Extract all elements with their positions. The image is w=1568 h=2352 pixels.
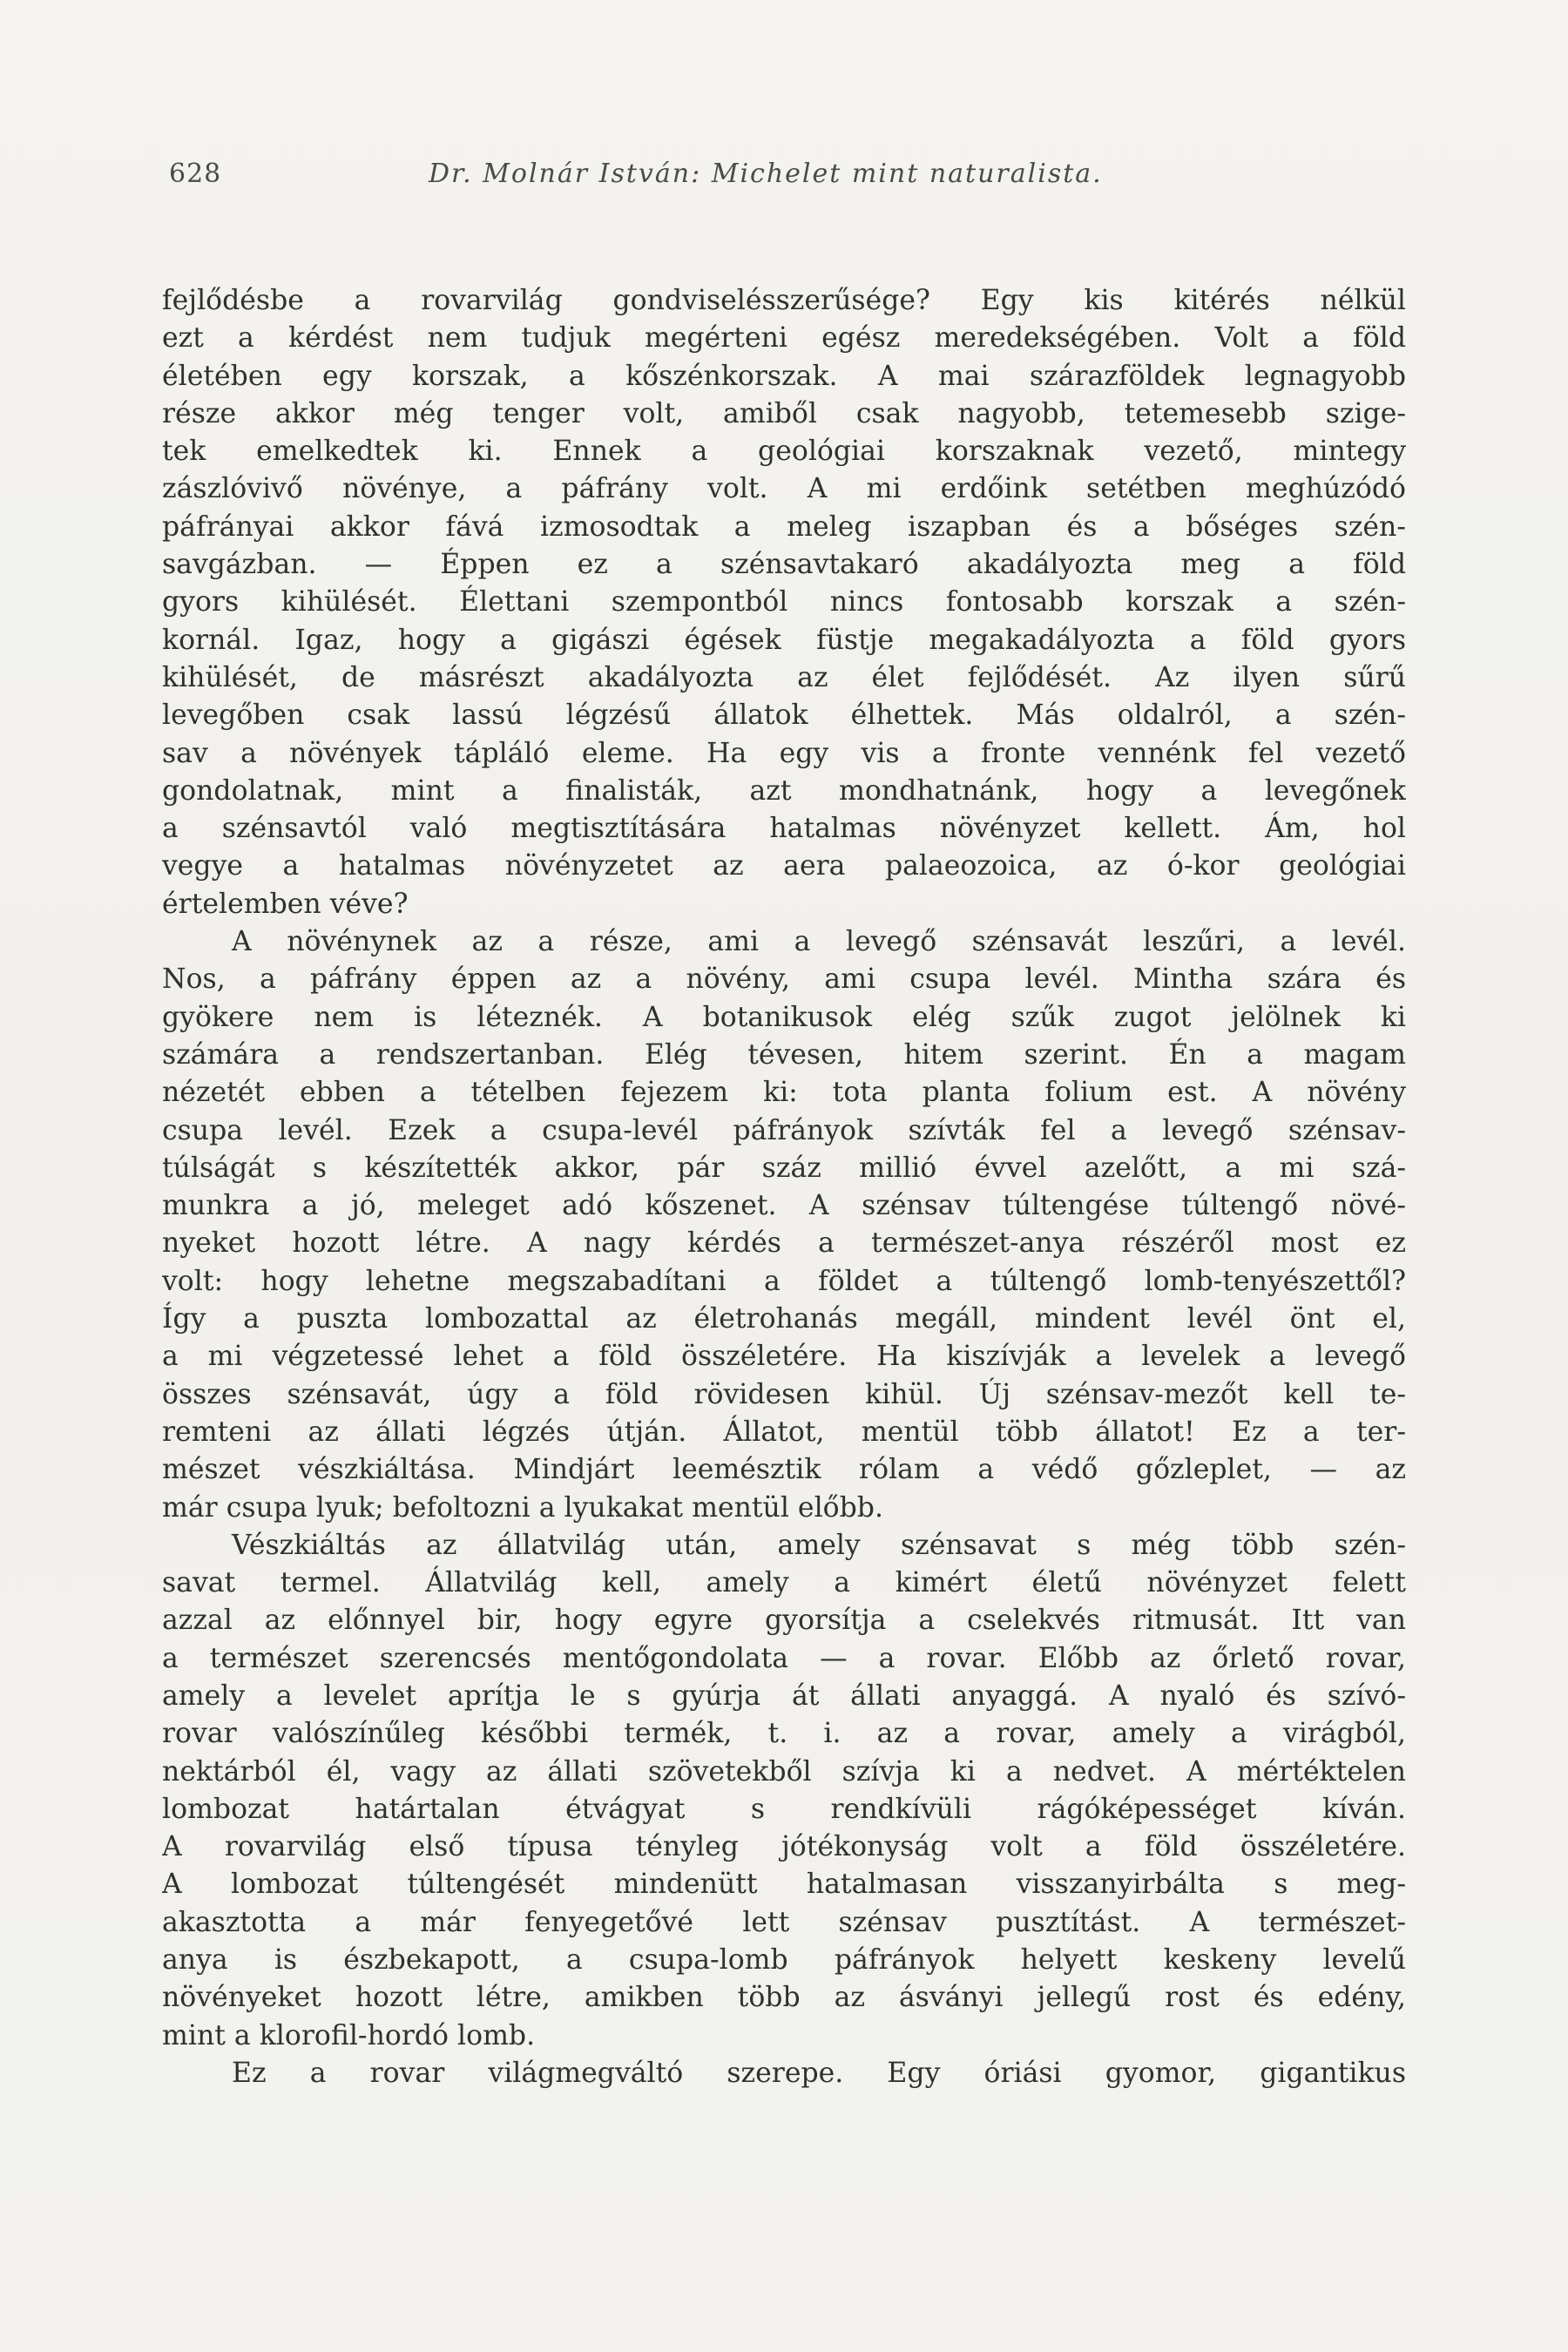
text-line: a mi végzetessé lehet a föld összéletére. Ha kiszívják a levelek a levegő — [162, 1341, 1406, 1373]
paragraph-3 — [162, 1527, 1406, 2055]
article-body — [162, 282, 1406, 2092]
text-line: A lombozat túltengését mindenütt hatalmasan visszanyirbálta s meg- — [162, 1869, 1406, 1901]
text-line: remteni az állati légzés útján. Állatot, mentül több állatot! Ez a ter- — [162, 1416, 1406, 1448]
text-line: nyeket hozott létre. A nagy kérdés a természet-anya részéről most ez — [162, 1227, 1406, 1260]
text-line: páfrányai akkor fává izmosodtak a meleg iszapban és a bőséges szén- — [162, 510, 1406, 543]
text-line: Nos, a páfrány éppen az a növény, ami csupa levél. Mintha szára és — [162, 963, 1406, 996]
text-line: Így a puszta lombozattal az életrohanás megáll, mindent levél önt el, — [162, 1303, 1406, 1335]
text-line: értelemben véve? — [162, 888, 409, 920]
text-line: levegőben csak lassú légzésű állatok élhettek. Más oldalról, a szén- — [162, 700, 1406, 732]
text-line: rovar valószínűleg későbbi termék, t. i. az a rovar, amely a virágból, — [162, 1718, 1406, 1750]
text-line: már csupa lyuk; befoltozni a lyukakat mentül előbb. — [162, 1491, 883, 1524]
running-title: Dr. Molnár István: Michelet mint naturalista. — [429, 159, 1103, 189]
text-line: volt: hogy lehetne megszabadítani a földet a túltengő lomb-tenyészettől? — [162, 1265, 1406, 1297]
paragraph-1 — [162, 282, 1406, 923]
text-line: A növénynek az a része, ami a levegő szénsavát leszűri, a levél. — [232, 926, 1406, 958]
paragraph-2 — [162, 923, 1406, 1527]
page-number: 628 — [169, 159, 222, 189]
text-line: savat termel. Állatvilág kell, amely a kimért életű növényzet felett — [162, 1567, 1406, 1599]
text-line: anya is észbekapott, a csupa-lomb páfrányok helyett keskeny levelű — [162, 1944, 1406, 1977]
text-line: számára a rendszertanban. Elég tévesen, hitem szerint. Én a magam — [162, 1038, 1406, 1071]
text-line: munkra a jó, meleget adó kőszenet. A szénsav túltengése túltengő növé- — [162, 1190, 1406, 1222]
text-line: Vészkiáltás az állatvilág után, amely szénsavat s még több szén- — [232, 1529, 1406, 1561]
text-line: tek emelkedtek ki. Ennek a geológiai korszaknak vezető, mintegy — [162, 436, 1406, 468]
text-line: akasztotta a már fenyegetővé lett szénsav pusztítást. A természet- — [162, 1906, 1406, 1938]
text-line: kornál. Igaz, hogy a gigászi égések füstje megakadályozta a föld gyors — [162, 624, 1406, 656]
text-line: mészet vészkiáltása. Mindjárt leemésztik rólam a védő gőzleplet, — az — [162, 1454, 1406, 1486]
text-line: sav a növények tápláló eleme. Ha egy vis a fronte vennénk fel vezető — [162, 737, 1406, 769]
text-line: túlságát s készítették akkor, pár száz millió évvel azelőtt, a mi szá- — [162, 1152, 1406, 1184]
text-line: kihülését, de másrészt akadályozta az élet fejlődését. Az ilyen sűrű — [162, 661, 1406, 693]
text-line: zászlóvivő növénye, a páfrány volt. A mi erdőink setétben meghúzódó — [162, 473, 1406, 505]
text-line: lombozat határtalan étvágyat s rendkívüli rágóképességet kíván. — [162, 1793, 1406, 1825]
text-line: nektárból él, vagy az állati szövetekből szívja ki a nedvet. A mértéktelen — [162, 1755, 1406, 1788]
text-line: mint a klorofil-hordó lomb. — [162, 2019, 536, 2051]
text-line: ezt a kérdést nem tudjuk megérteni egész meredekségében. Volt a föld — [162, 322, 1406, 355]
text-line: gondolatnak, mint a finalisták, azt mondhatnánk, hogy a levegőnek — [162, 774, 1406, 807]
text-line: Ez a rovar világmegváltó szerepe. Egy óriási gyomor, gigantikus — [232, 2057, 1406, 2089]
paragraph-4 — [162, 2055, 1406, 2092]
text-line: összes szénsavát, úgy a föld rövidesen kihül. Új szénsav-mezőt kell te- — [162, 1378, 1406, 1410]
text-line: a szénsavtól való megtisztítására hatalmas növényzet kellett. Ám, hol — [162, 813, 1406, 845]
text-line: azzal az előnnyel bir, hogy egyre gyorsítja a cselekvés ritmusát. Itt van — [162, 1605, 1406, 1637]
text-line: amely a levelet aprítja le s gyúrja át állati anyaggá. A nyaló és szívó- — [162, 1680, 1406, 1712]
text-line: életében egy korszak, a kőszénkorszak. A mai szárazföldek legnagyobb — [162, 360, 1406, 392]
text-line: nézetét ebben a tételben fejezem ki: tota planta folium est. A növény — [162, 1077, 1406, 1109]
text-line: fejlődésbe a rovarvilág gondviselésszerűsége? Egy kis kitérés nélkül — [162, 285, 1406, 316]
text-line: gyors kihülését. Élettani szempontból nincs fontosabb korszak a szén- — [162, 586, 1406, 618]
text-line: savgázban. — Éppen ez a szénsavtakaró akadályozta meg a föld — [162, 549, 1406, 581]
text-line: vegye a hatalmas növényzetet az aera palaeozoica, az ó-kor geológiai — [162, 850, 1406, 882]
text-line: a természet szerencsés mentőgondolata — a rovar. Előbb az őrlető rovar, — [162, 1642, 1406, 1674]
page-header — [160, 159, 1406, 202]
text-line: gyökere nem is léteznék. A botanikusok elég szűk zugot jelölnek ki — [162, 1001, 1406, 1033]
text-line: A rovarvilág első típusa tényleg jótékonyság volt a föld összéletére. — [162, 1831, 1406, 1863]
text-line: csupa levél. Ezek a csupa-levél páfrányok szívták fel a levegő szénsav- — [162, 1114, 1406, 1146]
text-line: növényeket hozott létre, amikben több az ásványi jellegű rost és edény, — [162, 1982, 1406, 2014]
text-line: része akkor még tenger volt, amiből csak nagyobb, tetemesebb szige- — [162, 397, 1406, 429]
